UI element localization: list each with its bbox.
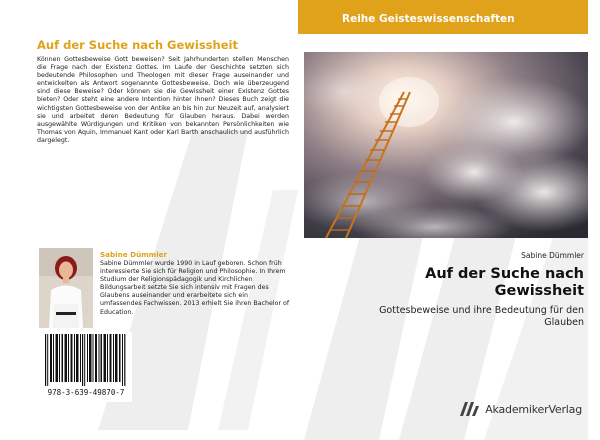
front-cover	[304, 0, 588, 440]
back-cover	[28, 0, 298, 440]
series-band	[304, 0, 588, 34]
barcode-area	[40, 332, 132, 402]
ladder-to-sky-image	[304, 52, 588, 238]
publisher-av-logo-icon	[460, 402, 482, 416]
publisher	[460, 402, 582, 416]
author-bio: Sabine Dümmler wurde 1990 in Lauf geboren. Schon früh interessierte Sie sich für Religion und Philosophie. In Ihrem Studium der Religionspädagogik und Kirchlichen Bildungsarbeit setzte Sie sich intensiv mit Fragen des Glaubens auseinander und erarbeitete sich ein umfassendes Fachwissen. 2013 erhielt Sie ihren Bachelor of Education.	[100, 260, 290, 316]
barcode	[43, 334, 129, 386]
front-author: Sabine Dümmler	[521, 251, 584, 260]
series-label: Reihe Geisteswissenschaften	[342, 13, 515, 25]
back-title: Auf der Suche nach Gewissheit	[37, 38, 238, 52]
front-subtitle: Gottesbeweise und ihre Bedeutung für den Glauben	[379, 305, 584, 328]
publisher-name: AkademikerVerlag	[485, 402, 582, 416]
author-name: Sabine Dümmler	[100, 250, 168, 259]
front-title: Auf der Suche nach Gewissheit	[425, 266, 584, 299]
isbn-number: 978-3-639-49870-7	[47, 388, 125, 397]
author-photo	[39, 248, 93, 328]
author-info	[100, 250, 290, 317]
blurb-text: Können Gottesbeweise Gott beweisen? Seit Jahrhunderten stellen Menschen die Frage nach der Existenz Gottes. Im Laufe der Geschichte setzten sich bedeutende Philosophen und Theologen mit dieser Frage auseinander und entwickelten als Antwort sogenannte Gottesbeweise. Doch wie überzeugend sind diese Beweise? Oder können sie die Gewissheit einer Existenz Gottes bieten? Oder steht eine andere Intention hinter ihnen? Dieses Buch zeigt die wichtigsten Gottesbeweise von der Antike an bis hin zur Neuzeit auf, analysiert sie und arbeitet deren Bedeutung für Glauben heraus. Dabei werden ausgewählte Würdigungen und Kritiken von bekannten Persönlichkeiten wie Thomas von Aquin, Immanuel Kant oder Karl Barth anschaulich und ausführlich dargelegt.	[37, 56, 289, 144]
